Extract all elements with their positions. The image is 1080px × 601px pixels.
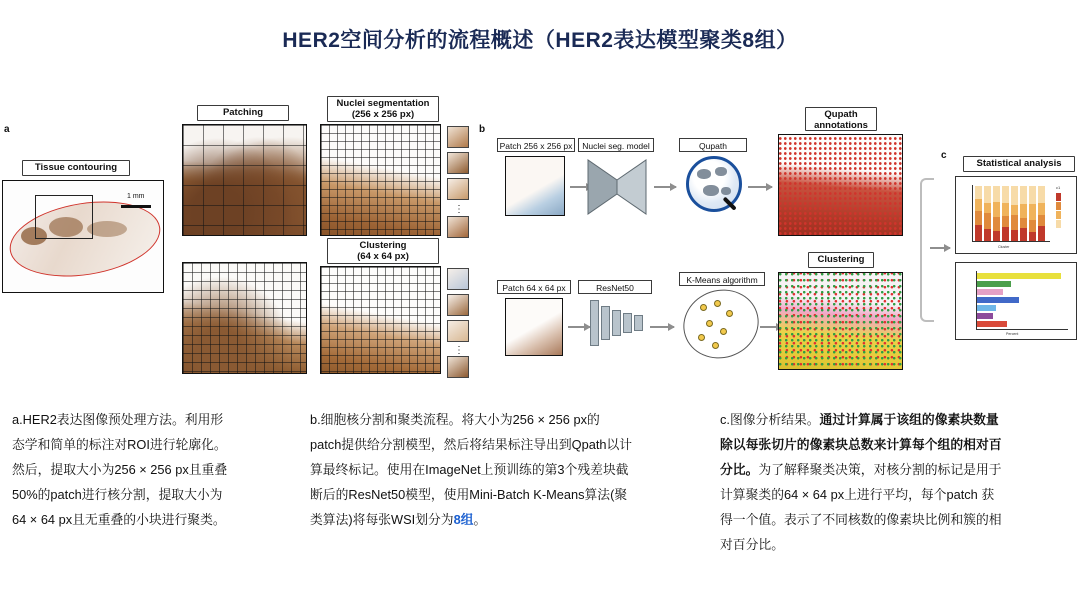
- bar-segment: [1038, 215, 1045, 226]
- arrow-patch-to-resnet: [568, 326, 590, 328]
- patching-image: [182, 124, 307, 236]
- label-nuclei-segmentation-line1: Nuclei segmentation: [336, 98, 430, 109]
- patch-grid-overlay: [183, 263, 306, 373]
- caption-c-prefix: c.图像分析结果。: [720, 412, 820, 427]
- caption-b-line: 算最终标记。使用在ImageNet上预训练的第3个残差块截: [310, 461, 629, 477]
- resnet50-label: ResNet50: [578, 280, 652, 294]
- bar-segment: [984, 203, 991, 213]
- clustering-patch-image: [182, 262, 307, 374]
- bar-segment: [993, 202, 1000, 217]
- label-clustering-line2: (64 x 64 px): [357, 250, 409, 262]
- ellipsis-icon: ⋮: [454, 345, 465, 356]
- bar-segment: [1029, 186, 1036, 204]
- hbar: [977, 297, 1019, 303]
- resnet-block: [612, 310, 621, 336]
- bar-segment: [1011, 230, 1018, 241]
- caption-b-line: b.细胞核分割和聚类流程。将大小为256 × 256 px的: [310, 412, 600, 427]
- patch-thumbnail: [447, 126, 469, 148]
- patch-grid-overlay: [321, 267, 440, 373]
- patch-thumbnail: [447, 268, 469, 290]
- chart-x-axis: [976, 329, 1068, 330]
- chart-x-axis: [972, 241, 1050, 242]
- label-qupath-annotations-line1: Qupath: [824, 109, 858, 120]
- roi-rectangle: [35, 195, 93, 239]
- resnet-block: [601, 306, 610, 340]
- caption-c: [720, 408, 1076, 558]
- legend-swatch: [1056, 211, 1061, 219]
- bar-segment: [1038, 186, 1045, 203]
- ellipsis-icon: ⋮: [454, 204, 465, 215]
- chart-x-axis-label: Cluster: [998, 245, 1010, 249]
- bar-segment: [1038, 226, 1045, 241]
- arrow-model-to-qupath: [654, 186, 676, 188]
- caption-c-line: 得一个值。表示了不同核数的像素块比例和簇的相: [720, 511, 1002, 527]
- bar-segment: [1011, 186, 1018, 205]
- caption-a-line: 64 × 64 px且无重叠的小块进行聚类。: [12, 511, 226, 527]
- caption-c-line: [720, 433, 1076, 458]
- bar-segment: [1002, 186, 1009, 203]
- label-nuclei-segmentation-line2: (256 x 256 px): [351, 108, 415, 120]
- pipeline-top-patch-image: [505, 156, 565, 216]
- bar-segment: [993, 231, 1000, 241]
- kmeans-point: [706, 320, 713, 327]
- bar-segment: [975, 225, 982, 241]
- bar-segment: [984, 213, 991, 229]
- kmeans-point: [700, 304, 707, 311]
- bar-segment: [1002, 227, 1009, 241]
- label-statistical-analysis: Statistical analysis: [963, 156, 1075, 172]
- caption-c-line: 计算聚类的64 × 64 px上进行平均，每个patch 获: [720, 486, 995, 502]
- caption-a: [12, 408, 292, 533]
- clustering-grid-image: [320, 266, 441, 374]
- bar-segment: [984, 186, 991, 203]
- caption-b-line: patch提供给分割模型，然后将结果标注导出到Qpath以计: [310, 436, 633, 452]
- annotation-texture: [779, 135, 902, 235]
- label-patching: Patching: [197, 105, 289, 121]
- arrow-resnet-to-kmeans: [650, 326, 674, 328]
- patch-thumbnail: [447, 152, 469, 174]
- kmeans-point: [714, 300, 721, 307]
- chart-y-axis: [972, 185, 973, 241]
- nuclei-seg-grid-image: [320, 124, 441, 236]
- caption-a-line: 50%的patch进行核分割，提取大小为: [12, 486, 223, 502]
- bar-segment: [1020, 186, 1027, 204]
- bar-segment: [984, 229, 991, 241]
- hbar: [977, 289, 1003, 295]
- bar-segment: [1011, 205, 1018, 215]
- bar-segment: [975, 199, 982, 211]
- legend-swatch: [1056, 220, 1061, 228]
- bar-segment: [1011, 215, 1018, 230]
- resnet-block: [623, 313, 632, 333]
- resnet-block: [590, 300, 599, 346]
- bar-segment: [1029, 220, 1036, 232]
- label-qupath-annotations-line2: annotations: [814, 119, 868, 131]
- cluster-texture: [779, 273, 902, 369]
- caption-a-line: 然后，提取大小为256 × 256 px且重叠: [12, 461, 228, 477]
- label-nuclei-segmentation: [327, 96, 439, 122]
- caption-b-line-last-text: 类算法)将每张WSI划分为: [310, 511, 454, 527]
- nuclei-seg-model-label: Nuclei seg. model: [578, 138, 654, 152]
- label-tissue-contouring: Tissue contouring: [22, 160, 130, 176]
- qupath-label: Qupath: [679, 138, 747, 152]
- unet-model-icon: [586, 158, 648, 216]
- qupath-annotations-image: [778, 134, 903, 236]
- kmeans-point: [720, 328, 727, 335]
- bar-segment: [993, 186, 1000, 202]
- hbar: [977, 321, 1007, 327]
- section-letter-c: c: [941, 150, 947, 161]
- kmeans-point: [698, 334, 705, 341]
- bar-segment: [975, 211, 982, 225]
- caption-a-line: 态学和简单的标注对ROI进行轮廓化。: [12, 436, 227, 452]
- label-clustering-box: [327, 238, 439, 264]
- magnifier-icon: [686, 156, 742, 212]
- resnet-block: [634, 315, 643, 331]
- patch-thumbnail: [447, 320, 469, 342]
- hbar: [977, 313, 993, 319]
- tissue-region: [87, 221, 127, 237]
- pipeline-bottom-patch-label: Patch 64 x 64 px: [497, 280, 571, 294]
- caption-b-period: 。: [473, 511, 487, 527]
- bar-segment: [993, 217, 1000, 231]
- bar-segment: [1020, 218, 1027, 228]
- hbar: [977, 273, 1061, 279]
- caption-b-highlight: 8组: [453, 511, 474, 527]
- legend-swatch: [1056, 202, 1061, 210]
- horizontal-bar-chart: [955, 262, 1077, 340]
- caption-a-line: a.HER2表达图像预处理方法。利用形: [12, 412, 224, 427]
- bar-segment: [1029, 232, 1036, 241]
- bar-segment: [1020, 204, 1027, 218]
- caption-b-line: 断后的ResNet50模型，使用Mini-Batch K-Means算法(聚: [310, 486, 628, 502]
- hbar: [977, 281, 1011, 287]
- patch-thumbnail: [447, 356, 469, 378]
- bar-segment: [1002, 203, 1009, 216]
- chart-x-axis-label: Percent: [1006, 332, 1019, 336]
- caption-c-line: [720, 408, 1076, 433]
- kmeans-cluster-shape: [674, 280, 767, 368]
- arrow-to-statistics: [930, 247, 950, 249]
- hbar: [977, 305, 996, 311]
- pipeline-top-patch-label: Patch 256 x 256 px: [497, 138, 575, 152]
- pipeline-bottom-patch-image: [505, 298, 563, 356]
- patch-grid-overlay: [183, 125, 306, 235]
- grouping-bracket: [920, 178, 934, 322]
- bar-segment: [1029, 204, 1036, 220]
- chart-legend-title: c1: [1056, 185, 1061, 190]
- bar-segment: [1020, 228, 1027, 241]
- kmeans-point: [726, 310, 733, 317]
- caption-c-line: [720, 458, 1076, 483]
- section-letter-a: a: [4, 124, 10, 135]
- label-qupath-annotations: [805, 107, 877, 131]
- caption-c-bold3: 分比。: [720, 461, 759, 477]
- patch-thumbnail: [447, 178, 469, 200]
- stacked-bar-chart: [955, 176, 1077, 254]
- scale-bar: [121, 205, 151, 208]
- caption-c-text3: 为了解释聚类决策，对核分割的标记是用于: [758, 461, 1002, 477]
- caption-c-bold1: 通过计算属于该组的像素块数量: [819, 412, 999, 427]
- label-clustering-map: Clustering: [808, 252, 874, 268]
- bar-segment: [975, 186, 982, 199]
- label-clustering-line1: Clustering: [359, 240, 407, 251]
- bar-segment: [1002, 216, 1009, 227]
- scale-bar-label: 1 mm: [127, 193, 145, 200]
- patch-thumbnail: [447, 294, 469, 316]
- page-title: HER2空间分析的流程概述（HER2表达模型聚类8组）: [282, 29, 798, 52]
- section-letter-b: b: [479, 124, 486, 135]
- tissue-contouring-image: [2, 180, 164, 293]
- caption-b: [310, 408, 700, 533]
- arrow-qupath-to-annotations: [748, 186, 772, 188]
- clustering-map-image: [778, 272, 903, 370]
- caption-c-line: 对百分比。: [720, 536, 784, 552]
- patch-thumbnail: [447, 216, 469, 238]
- kmeans-algorithm-label: K-Means algorithm: [679, 272, 765, 286]
- caption-b-line-last: [310, 508, 700, 533]
- caption-c-bold2: 除以每张切片的像素块总数来计算每个组的相对百: [720, 436, 1002, 452]
- bar-segment: [1038, 203, 1045, 215]
- legend-swatch: [1056, 193, 1061, 201]
- patch-grid-overlay: [321, 125, 440, 235]
- kmeans-point: [712, 342, 719, 349]
